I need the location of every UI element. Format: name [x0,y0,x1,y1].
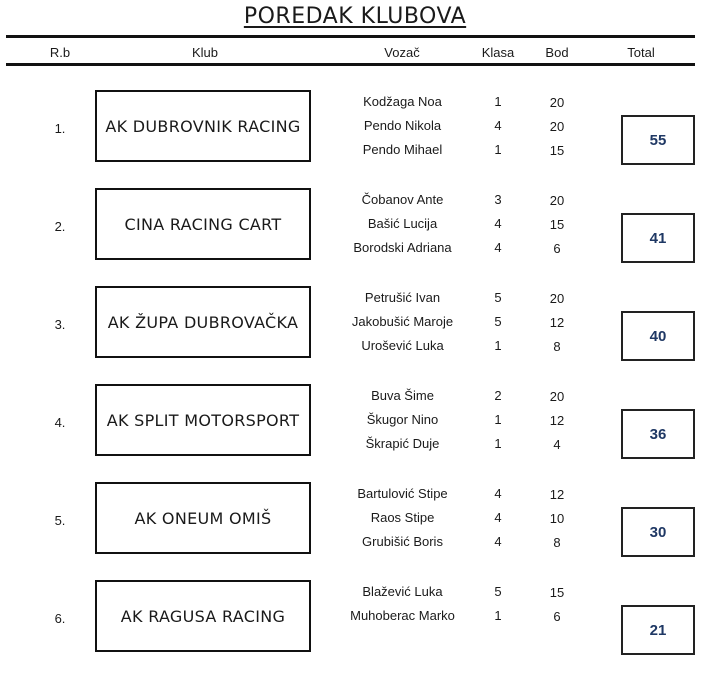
driver-bod: 8 [553,339,561,354]
driver-klasa: 4 [494,118,502,133]
header-rb: R.b [49,45,71,60]
driver-klasa: 1 [494,436,502,451]
driver-name: Škrapić Duje [365,436,440,451]
club-name-box: AK RAGUSA RACING [95,580,311,652]
driver-klasa: 4 [494,534,502,549]
club-total-box: 30 [621,507,695,557]
driver-klasa: 1 [494,412,502,427]
driver-row [0,138,710,162]
driver-bod: 12 [549,487,565,502]
club-block [0,90,710,188]
driver-klasa: 4 [494,510,502,525]
header-klasa: Klasa [481,45,515,60]
driver-name: Bašić Lucija [367,216,438,231]
club-rank: 6. [54,611,66,626]
driver-klasa: 3 [494,192,502,207]
driver-bod: 20 [549,389,565,404]
driver-klasa: 5 [494,314,502,329]
driver-row [0,188,710,212]
header-bod: Bod [545,45,569,60]
driver-row [0,114,710,138]
club-name-box: AK DUBROVNIK RACING [95,90,311,162]
driver-name: Jakobušić Maroje [351,314,454,329]
driver-name: Bartulović Stipe [357,486,448,501]
driver-klasa: 1 [494,338,502,353]
page-title: POREDAK KLUBOVA [243,4,467,29]
driver-klasa: 5 [494,584,502,599]
driver-name: Pendo Mihael [362,142,443,157]
club-rank: 5. [54,513,66,528]
club-rank: 4. [54,415,66,430]
driver-name: Buva Šime [371,388,434,403]
driver-klasa: 2 [494,388,502,403]
driver-bod: 6 [553,609,561,624]
driver-name: Blažević Luka [362,584,443,599]
club-total-box: 36 [621,409,695,459]
driver-name: Urošević Luka [361,338,444,353]
club-name-box: AK SPLIT MOTORSPORT [95,384,311,456]
driver-row [0,334,710,358]
driver-row [0,580,710,604]
club-name-box: AK ONEUM OMIŠ [95,482,311,554]
driver-bod: 8 [553,535,561,550]
club-total-box: 40 [621,311,695,361]
driver-klasa: 1 [494,142,502,157]
driver-bod: 6 [553,241,561,256]
club-block [0,482,710,580]
driver-row [0,310,710,334]
club-rank: 2. [54,219,66,234]
driver-name: Petrušić Ivan [364,290,441,305]
driver-row [0,604,710,628]
club-total-box: 55 [621,115,695,165]
header-top-rule [6,35,695,38]
club-name-box: AK ŽUPA DUBROVAČKA [95,286,311,358]
header-bottom-rule [6,63,695,66]
club-block [0,580,710,678]
driver-klasa: 5 [494,290,502,305]
driver-klasa: 4 [494,486,502,501]
header-vozac: Vozač [384,45,420,60]
header-total: Total [627,45,655,60]
driver-klasa: 4 [494,216,502,231]
driver-row [0,408,710,432]
driver-bod: 4 [553,437,561,452]
driver-bod: 20 [549,291,565,306]
driver-row [0,530,710,554]
club-total-box: 41 [621,213,695,263]
club-rank: 3. [54,317,66,332]
driver-bod: 20 [549,119,565,134]
driver-row [0,236,710,260]
driver-row [0,482,710,506]
driver-row [0,384,710,408]
club-rank: 1. [54,121,66,136]
driver-row [0,432,710,456]
driver-bod: 20 [549,95,565,110]
driver-row [0,90,710,114]
driver-bod: 10 [549,511,565,526]
club-block [0,188,710,286]
driver-name: Kodžaga Noa [363,94,442,109]
driver-bod: 15 [549,143,565,158]
driver-name: Škugor Nino [366,412,439,427]
driver-klasa: 1 [494,94,502,109]
club-block [0,384,710,482]
driver-klasa: 1 [494,608,502,623]
driver-row [0,212,710,236]
driver-klasa: 4 [494,240,502,255]
club-block [0,286,710,384]
driver-name: Pendo Nikola [363,118,442,133]
driver-name: Raos Stipe [370,510,435,525]
driver-name: Borodski Adriana [353,240,452,255]
club-name-box: CINA RACING CART [95,188,311,260]
driver-name: Grubišić Boris [362,534,443,549]
driver-bod: 12 [549,413,565,428]
driver-row [0,286,710,310]
driver-bod: 12 [549,315,565,330]
club-total-box: 21 [621,605,695,655]
driver-bod: 15 [549,217,565,232]
driver-name: Muhoberac Marko [350,608,455,623]
driver-name: Čobanov Ante [361,192,444,207]
header-klub: Klub [191,45,219,60]
driver-row [0,506,710,530]
driver-bod: 15 [549,585,565,600]
driver-bod: 20 [549,193,565,208]
